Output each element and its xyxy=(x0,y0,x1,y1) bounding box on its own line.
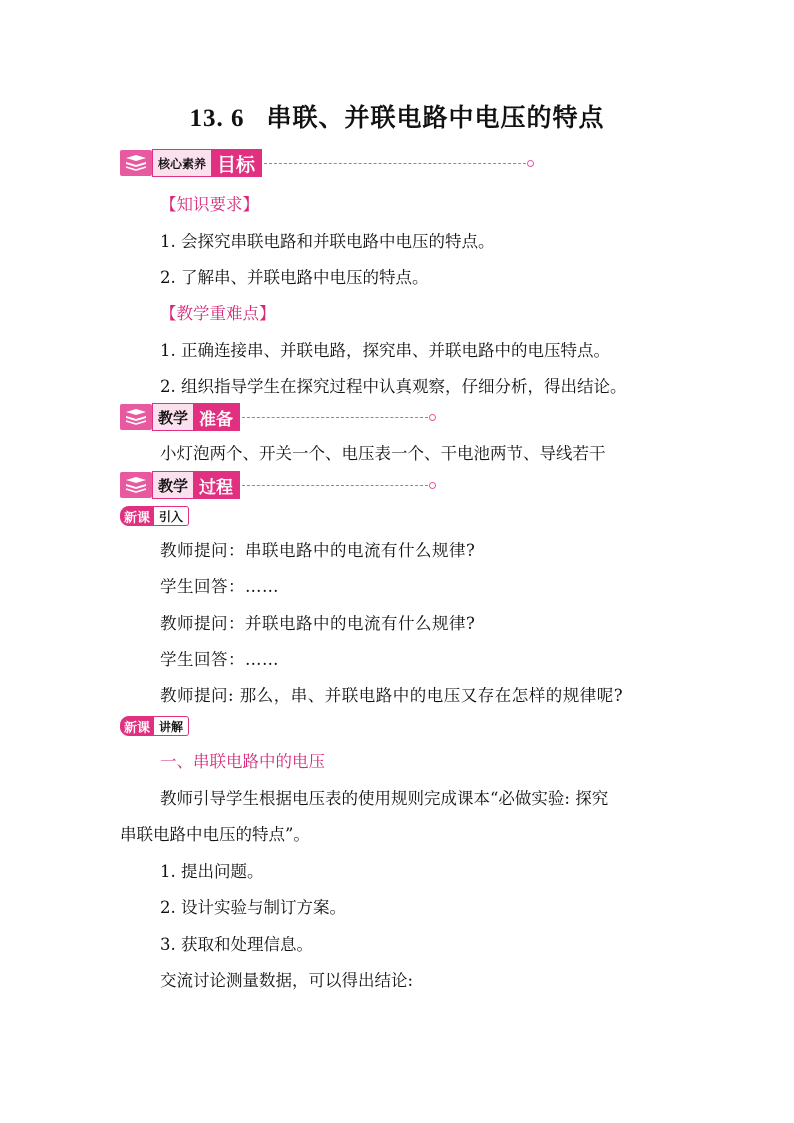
page-title xyxy=(0,98,794,134)
badge-intro xyxy=(120,506,189,526)
book-icon xyxy=(120,150,152,176)
lecture-heading: 一、串联电路中的电压 xyxy=(160,752,325,771)
section-header-goals xyxy=(120,149,534,177)
dialogue-line: 学生回答：…… xyxy=(160,577,279,596)
knowledge-item: 2. 了解串、并联电路中电压的特点。 xyxy=(160,268,429,287)
step-item: 1. 提出问题。 xyxy=(160,862,264,881)
section-header-process xyxy=(120,471,436,499)
badge-label-a: 新课 xyxy=(120,506,154,526)
prep-text: 小灯泡两个、开关一个、电压表一个、干电池两节、导线若干 xyxy=(160,444,606,463)
dashed-rule xyxy=(264,163,526,164)
section-tag xyxy=(152,471,240,499)
dialogue-line: 学生回答：…… xyxy=(160,650,279,669)
rule-end-dot xyxy=(429,414,436,421)
section-tag-small: 核心素养 xyxy=(153,150,211,176)
section-header-prep xyxy=(120,403,436,431)
badge-label-a: 新课 xyxy=(120,716,154,736)
section-tag-small: 教学 xyxy=(153,404,193,430)
badge-label-b: 引入 xyxy=(154,506,189,526)
book-icon xyxy=(120,472,152,498)
key-points-heading: 【教学重难点】 xyxy=(160,304,276,323)
badge-lecture xyxy=(120,716,189,736)
dialogue-line: 教师提问：并联电路中的电流有什么规律? xyxy=(160,614,476,633)
title-text: 串联、并联电路中电压的特点 xyxy=(266,103,605,132)
dashed-rule xyxy=(242,485,428,486)
key-point-item: 1. 正确连接串、并联电路，探究串、并联电路中的电压特点。 xyxy=(160,341,610,360)
dialogue-line: 教师提问: 那么，串、并联电路中的电压又存在怎样的规律呢? xyxy=(160,686,624,705)
step-item: 3. 获取和处理信息。 xyxy=(160,935,313,954)
book-icon xyxy=(120,404,152,430)
section-tag-small: 教学 xyxy=(153,472,193,498)
dashed-rule xyxy=(242,417,428,418)
section-tag-big: 准备 xyxy=(193,404,239,430)
lecture-paragraph-line: 串联电路中电压的特点”。 xyxy=(120,825,310,844)
knowledge-item: 1. 会探究串联电路和并联电路中电压的特点。 xyxy=(160,232,495,251)
section-tag xyxy=(152,403,240,431)
key-point-item: 2. 组织指导学生在探究过程中认真观察，仔细分析，得出结论。 xyxy=(160,377,627,396)
badge-label-b: 讲解 xyxy=(154,716,189,736)
section-tag xyxy=(152,149,262,177)
rule-end-dot xyxy=(527,160,534,167)
knowledge-heading: 【知识要求】 xyxy=(160,195,259,214)
lecture-paragraph-line: 教师引导学生根据电压表的使用规则完成课本“必做实验: 探究 xyxy=(160,789,609,808)
section-tag-big: 过程 xyxy=(193,472,239,498)
section-tag-big: 目标 xyxy=(211,150,261,176)
rule-end-dot xyxy=(429,482,436,489)
dialogue-line: 教师提问：串联电路中的电流有什么规律? xyxy=(160,541,476,560)
conclusion-text: 交流讨论测量数据，可以得出结论: xyxy=(160,971,414,990)
title-number: 13. 6 xyxy=(189,105,245,132)
step-item: 2. 设计实验与制订方案。 xyxy=(160,898,346,917)
